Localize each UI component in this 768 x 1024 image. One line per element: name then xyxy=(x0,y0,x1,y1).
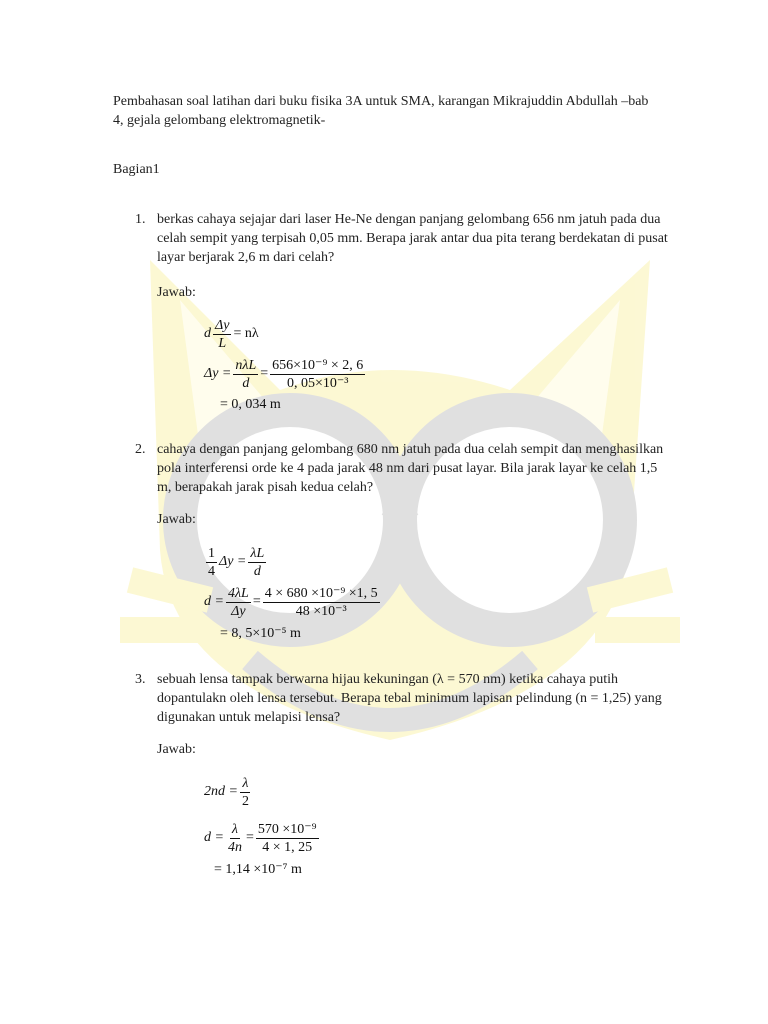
eq-num: 4 × 680 ×10⁻⁹ ×1, 5 xyxy=(264,585,378,601)
eq-num: λ xyxy=(242,775,249,791)
eq-den: L xyxy=(218,335,227,351)
eq-den: 48 ×10⁻³ xyxy=(295,603,347,619)
eq-result: = 0, 034 m xyxy=(220,397,281,412)
eq-mid: Δy = xyxy=(219,554,247,569)
question-3 xyxy=(135,670,675,727)
question-2 xyxy=(135,440,675,497)
eq-num: 656×10⁻⁹ × 2, 6 xyxy=(272,357,364,373)
eq-num: 1 xyxy=(208,545,215,561)
question-text: cahaya dengan panjang gelombang 680 nm jatuh pada dua celah sempit dan menghasilkan pola interferensi orde ke 4 pada jarak 48 nm dari pusat layar. Bila jarak layar ke celah 1,5 m, berapakah jarak pisah kedua celah? xyxy=(157,442,664,495)
eq-result: = 8, 5×10⁻⁵ m xyxy=(220,625,301,641)
eq-den: Δy xyxy=(231,603,246,619)
eq-num: 570 ×10⁻⁹ xyxy=(257,821,317,837)
question-text: sebuah lensa tampak berwarna hijau kekuningan (λ = 570 nm) ketika cahaya putih dopantulakn oleh lensa tersebut. Berapa tebal minimum lapisan pelindung (n = 1,25) yang digunakan untuk melapisi lensa? xyxy=(157,672,662,725)
answer-label: Jawab: xyxy=(157,742,196,757)
question-number: 3. xyxy=(135,672,146,687)
question-1 xyxy=(135,210,675,267)
eq-num: Δy xyxy=(215,317,230,333)
eq-den: 4 × 1, 25 xyxy=(262,839,313,855)
section-heading: Bagian1 xyxy=(113,162,160,177)
equation-3: 2nd = $\frac{\lambda}{2}$ d = $\frac{\lambda}{4n}$ = $\frac{\text{570 ×10⁻⁹}}{4 \times 1, 25}$ = 1,14 ×10⁻⁷ m xyxy=(204,775,317,877)
eq-rhs: = nλ xyxy=(233,326,259,341)
equation-1: d $\frac{\Delta y}{L}$ = nλ Δy = $\frac{\text{nλL}}{d}$ = $\frac{\text{656×10⁻⁹ × 2, 6}}{\text{0, 05×10⁻³}}$ = 0, 034 m xyxy=(204,317,364,412)
answer-label: Jawab: xyxy=(157,285,196,300)
eq-result: = 1,14 ×10⁻⁷ m xyxy=(214,861,302,877)
eq-den: d xyxy=(253,563,261,579)
eq-den: 0, 05×10⁻³ xyxy=(286,375,349,391)
question-number: 1. xyxy=(135,212,146,227)
eq-lhs: 2nd = xyxy=(204,784,238,799)
eq-den: 4n xyxy=(227,839,242,855)
eq-num: λ xyxy=(231,821,238,837)
document-title: Pembahasan soal latihan dari buku fisika 3A untuk SMA, karangan Mikrajuddin Abdullah –bab 4, gejala gelombang elektromagnetik- xyxy=(113,94,649,128)
eq-num: 4λL xyxy=(227,585,249,601)
question-number: 2. xyxy=(135,442,146,457)
question-text: berkas cahaya sejajar dari laser He-Ne dengan panjang gelombang 656 nm jatuh pada dua celah sempit yang terpisah 0,05 mm. Berapa jarak antar dua pita terang berdekatan di pusat layar berjarak 2,6 m dari celah? xyxy=(157,212,668,265)
eq-num: λL xyxy=(250,545,265,561)
equation-2: $\frac{1}{4}$ Δy = $\frac{\lambda L}{d}$ d = $\frac{4\lambda L}{\Delta y}$ = $\frac{\text{4 × 680 ×10⁻⁹ ×1, 5}}{\text{48 ×10⁻³}}$ = 8, 5×10⁻⁵ m xyxy=(204,545,378,641)
eq-den: d xyxy=(242,375,250,391)
eq-den: 4 xyxy=(208,563,215,579)
answer-label: Jawab: xyxy=(157,512,196,527)
eq-num: nλL xyxy=(235,357,257,373)
eq-den: 2 xyxy=(241,793,249,809)
